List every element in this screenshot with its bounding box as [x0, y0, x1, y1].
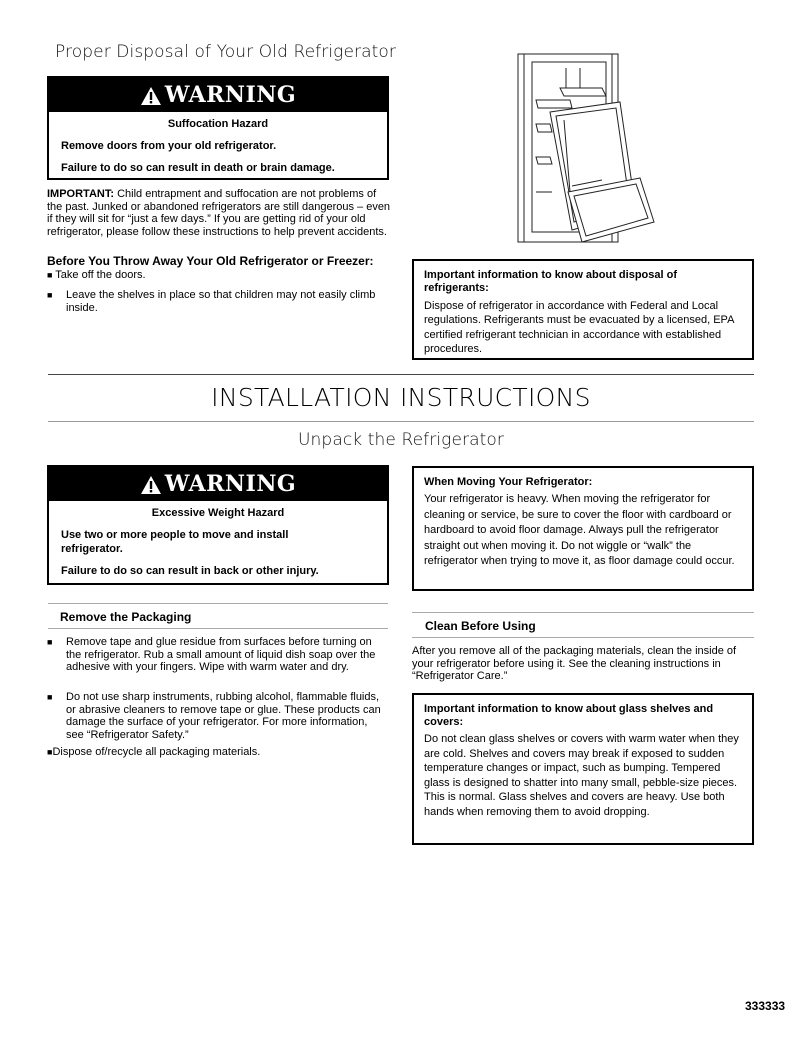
refrigerator-doors-removed-illustration	[510, 52, 660, 252]
warning-hazard: Excessive Weight Hazard	[151, 507, 285, 519]
page-number: 333333	[745, 999, 786, 1013]
warning-header	[49, 78, 387, 112]
before-throw-heading: Before You Throw Away Your Old Refrigerator or Freezer:	[47, 254, 374, 268]
warning-label: WARNING	[164, 471, 297, 497]
moving-body: Your refrigerator is heavy. When moving the refrigerator for cleaning or service, be sure to cover the floor with cardboard or hardboard to avoid floor damage. Always pull the refrigerator straight out when moving it. Do not wiggle or “walk” the refrigerator when trying to move it, as floor damage could occur.	[424, 493, 735, 568]
refrigerants-info-box	[412, 259, 754, 360]
glass-title: Important information to know about glass shelves and covers:	[424, 703, 714, 728]
packaging-divider	[48, 628, 388, 629]
refrigerants-body: Dispose of refrigerator in accordance with Federal and Local regulations. Refrigerants must be evacuated by a licensed, EPA certified refrigerant technician in accordance with established procedures.	[424, 300, 734, 355]
installation-title: INSTALLATION INSTRUCTIONS	[211, 383, 591, 412]
list-item: ■Dispose of/recycle all packaging materials.	[47, 746, 261, 758]
list-item: ■ Leave the shelves in place so that children may not easily climb inside.	[47, 289, 376, 314]
glass-info-box	[412, 693, 754, 845]
moving-info-box	[412, 466, 754, 591]
glass-body: Do not clean glass shelves or covers with warm water when they are cold. Shelves and covers may break if exposed to sudden temperature changes or impact, such as bumping. Tempered glass is designed to shatter into many small, pebble-size pieces. This is normal. Glass shelves and covers are heavy. Use both hands when removing them to avoid dropping.	[424, 733, 739, 818]
weight-warning-box	[47, 465, 389, 585]
list-item: ■ Take off the doors.	[47, 269, 146, 281]
moving-title: When Moving Your Refrigerator:	[424, 476, 593, 488]
warning-line-2: Failure to do so can result in back or other injury.	[61, 565, 319, 577]
disposal-title: Proper Disposal of Your Old Refrigerator	[55, 42, 396, 62]
warning-line-1: Use two or more people to move and install refrigerator.	[61, 529, 289, 555]
packaging-heading: Remove the Packaging	[60, 610, 192, 624]
warning-triangle-icon	[140, 86, 162, 106]
important-label: IMPORTANT:	[47, 188, 115, 200]
list-item: ■ Do not use sharp instruments, rubbing alcohol, flammable fluids, or abrasive cleaners to remove tape or glue. These products can damage the surface of your refrigerator. For more information, see “Refrigerator Safety.”	[47, 691, 381, 741]
title-divider	[48, 421, 754, 422]
warning-hazard: Suffocation Hazard	[167, 118, 269, 130]
warning-triangle-icon	[140, 475, 162, 495]
clean-divider	[412, 637, 754, 638]
clean-heading: Clean Before Using	[425, 619, 536, 633]
refrigerants-title: Important information to know about disposal of refrigerants:	[424, 269, 677, 294]
unpack-subtitle: Unpack the Refrigerator	[298, 430, 504, 450]
section-divider	[48, 374, 754, 375]
warning-line-2: Failure to do so can result in death or brain damage.	[61, 162, 335, 174]
important-paragraph	[47, 188, 392, 238]
warning-label: WARNING	[164, 82, 297, 108]
important-text: Child entrapment and suffocation are not problems of the past. Junked or abandoned refrigerators are still dangerous – even if they will sit for “just a few days.” If you are getting rid of your old refrigerator, please follow these instructions to help prevent accidents.	[47, 188, 391, 238]
suffocation-warning-box	[47, 76, 389, 180]
clean-divider	[412, 612, 754, 613]
clean-text: After you remove all of the packaging materials, clean the inside of your refrigerator before using it. See the cleaning instructions in “Refrigerator Care.”	[412, 645, 737, 683]
packaging-divider	[48, 603, 388, 604]
warning-line-1: Remove doors from your old refrigerator.	[61, 140, 277, 152]
list-item: ■ Remove tape and glue residue from surfaces before turning on the refrigerator. Rub a small amount of liquid dish soap over the adhesive with your fingers. Wipe with warm water and dry.	[47, 636, 376, 674]
warning-header	[49, 467, 387, 501]
